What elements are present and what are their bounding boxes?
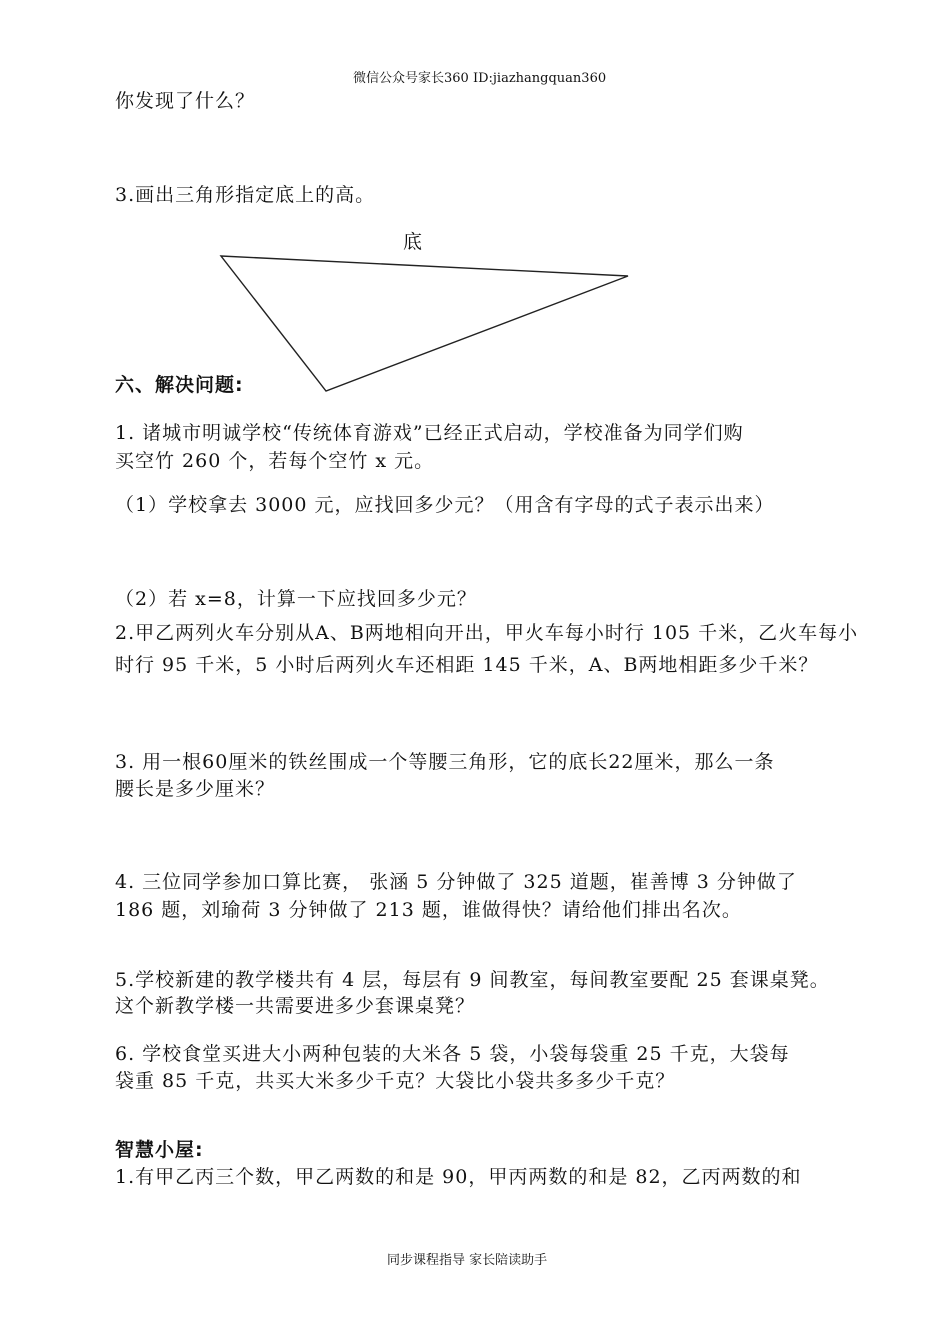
problem-1-sub-1: （1）学校拿去 3000 元，应找回多少元？（用含有字母的式子表示出来） <box>115 494 775 516</box>
problem-3-line-2: 腰长是多少厘米？ <box>115 778 276 800</box>
problem-3-line-1: 3. 用一根60厘米的铁丝围成一个等腰三角形，它的底长22厘米，那么一条 <box>115 751 775 773</box>
base-label: 底 <box>403 231 424 253</box>
page-footer: 同步课程指导 家长陪读助手 <box>387 1253 548 1268</box>
section-six-heading: 六、解决问题: <box>115 374 244 396</box>
problem-6-line-1: 6. 学校食堂买进大小两种包装的大米各 5 袋，小袋每袋重 25 千克，大袋每 <box>115 1043 790 1065</box>
problem-1-line-2: 买空竹 260 个，若每个空竹 x 元。 <box>115 450 435 472</box>
page-header: 微信公众号家长360 ID:jiazhangquan360 <box>353 71 607 86</box>
discover-prompt: 你发现了什么？ <box>115 90 256 112</box>
question-draw-height: 3.画出三角形指定底上的高。 <box>115 184 376 206</box>
problem-2-line-1: 2.甲乙两列火车分别从A、B两地相向开出，甲火车每小时行 105 千米，乙火车每小 <box>115 622 859 644</box>
problem-4-line-1: 4. 三位同学参加口算比赛， 张涵 5 分钟做了 325 道题，崔善博 3 分钟做了 <box>115 871 797 893</box>
wisdom-heading: 智慧小屋: <box>115 1139 204 1161</box>
problem-5-line-1: 5.学校新建的教学楼共有 4 层，每层有 9 间教室，每间教室要配 25 套课桌凳。 <box>115 969 830 991</box>
problem-5-line-2: 这个新教学楼一共需要进多少套课桌凳？ <box>115 995 476 1017</box>
problem-4-line-2: 186 题，刘瑜荷 3 分钟做了 213 题，谁做得快？请给他们排出名次。 <box>115 899 742 921</box>
problem-2-line-2: 时行 95 千米，5 小时后两列火车还相距 145 千米，A、B两地相距多少千米？ <box>115 654 819 676</box>
triangle-shape <box>221 256 628 391</box>
problem-6-line-2: 袋重 85 千克，共买大米多少千克？大袋比小袋共多多少千克？ <box>115 1070 676 1092</box>
problem-1-line-1: 1. 诸城市明诚学校“传统体育游戏”已经正式启动，学校准备为同学们购 <box>115 422 744 444</box>
wisdom-problem-1: 1.有甲乙丙三个数，甲乙两数的和是 90，甲丙两数的和是 82，乙丙两数的和 <box>115 1166 802 1188</box>
problem-1-sub-2: （2）若 x=8，计算一下应找回多少元？ <box>115 588 477 610</box>
